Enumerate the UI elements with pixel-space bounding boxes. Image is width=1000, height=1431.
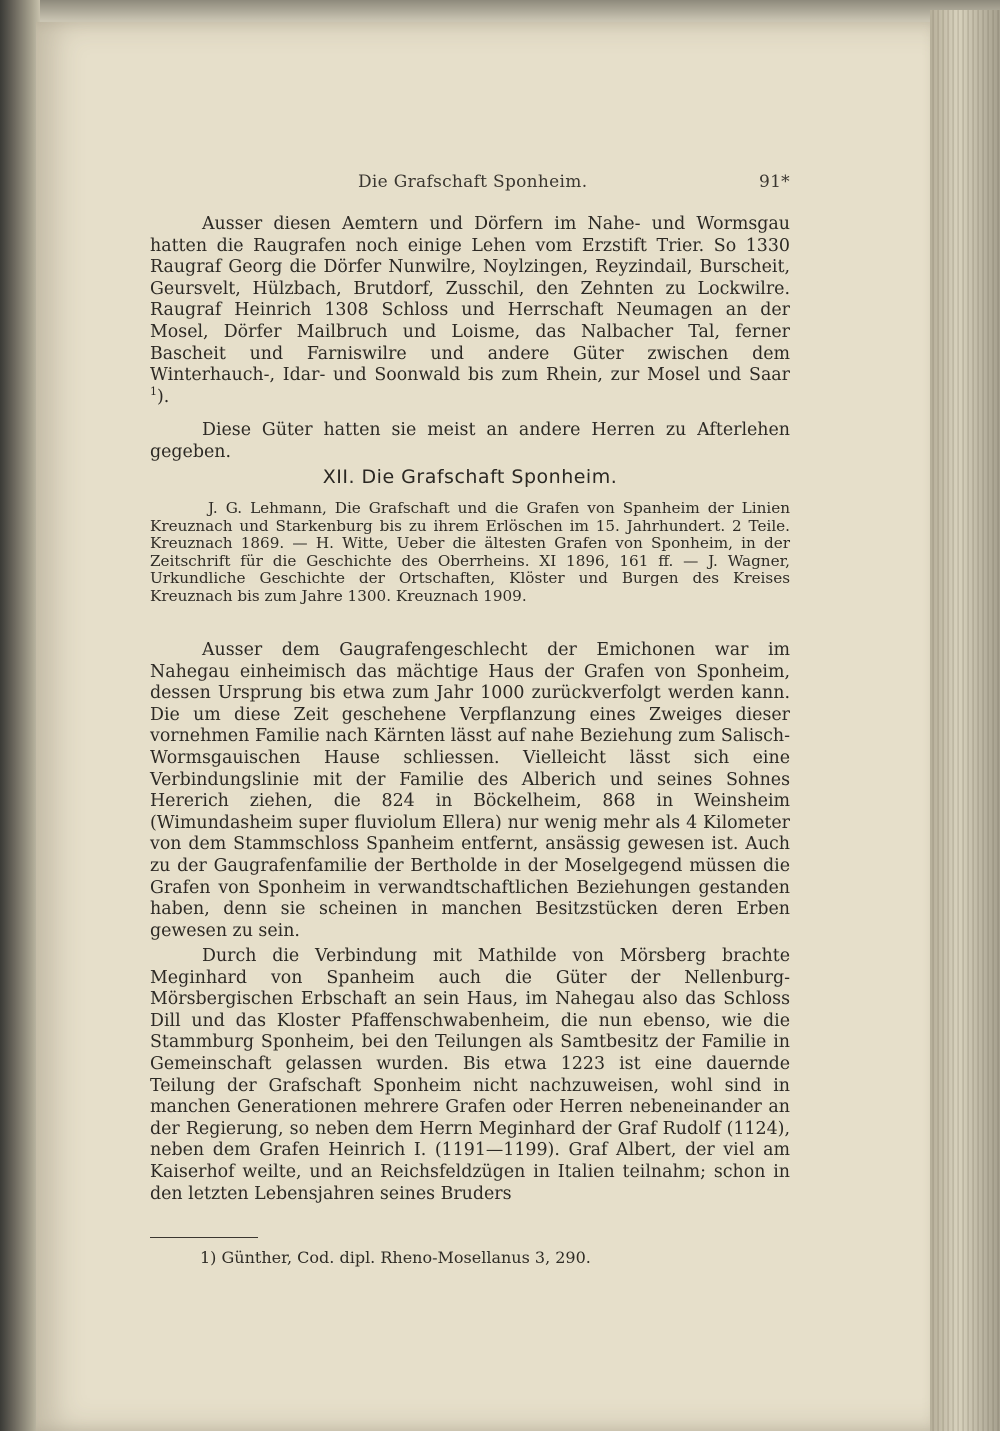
paragraph-afterlehen: Diese Güter hatten sie meist an andere Herren zu Afterlehen gegeben. — [150, 420, 790, 462]
book-spine-edge — [0, 0, 40, 1431]
page-stack-shade — [930, 10, 1000, 1431]
footnote-text: Günther, Cod. dipl. Rheno-Mosellanus 3, 290. — [221, 1248, 591, 1267]
section-heading: XII. Die Grafschaft Sponheim. — [322, 466, 618, 488]
page-number: 91* — [758, 172, 790, 192]
paragraph-aemter-end: ). — [157, 386, 170, 407]
footnote-mark: 1) — [200, 1248, 217, 1267]
bibliography-note: J. G. Lehmann, Die Grafschaft und die Grafen von Spanheim der Linien Kreuznach und Starkenburg bis zu ihrem Erlöschen im 15. Jahrhundert. 2 Teile. Kreuznach 1869. — H. Witte, Ueber die ältesten Grafen von Sponheim, in der Zeitschrift für die Geschichte des Oberrheins. XI 1896, 161 ff. — J. Wagner, Urkundliche Geschichte der Ortschaften, Klöster und Burgen des Kreises Kreuznach bis zum Jahre 1300. Kreuznach 1909. — [150, 499, 790, 605]
footnote-reference: 1 — [150, 384, 157, 398]
paragraph-aemter — [150, 214, 790, 408]
paragraph-aemter-text: Ausser diesen Aemtern und Dörfern im Nahe- und Wormsgau hatten die Raugrafen noch einige Lehen vom Erzstift Trier. So 1330 Raugraf Georg die Dörfer Nunwilre, Noylzingen, Reyzindail, Burscheit, Geursvelt, Hülzbach, Brutdorf, Zusschil, den Zehnten zu Lockwilre. Raugraf Heinrich 1308 Schloss und Herrschaft Neumagen an der Mosel, Dörfer Mailbruch und Loisme, das Nalbacher Tal, ferner Bascheit und Farniswilre und andere Güter zwischen dem Winterhauch-, Idar- und Soonwald bis zum Rhein, zur Mosel und Saar — [150, 214, 790, 386]
running-header — [150, 172, 790, 196]
running-title: Die Grafschaft Sponheim. — [358, 172, 588, 192]
paragraph-emichonen: Ausser dem Gaugrafengeschlecht der Emichonen war im Nahegau einheimisch das mächtige Haus der Grafen von Sponheim, dessen Ursprung bis etwa zum Jahr 1000 zurückverfolgt werden kann. Die um diese Zeit geschehene Verpflanzung eines Zweiges dieser vornehmen Familie nach Kärnten lässt auf nahe Beziehung zum Salisch-Wormsgauischen Hause schliessen. Vielleicht lässt sich eine Verbindungslinie mit der Familie des Alberich und seines Sohnes Hererich ziehen, die 824 in Böckelheim, 868 in Weinsheim (Wimundasheim super fluviolum Ellera) nur wenig mehr als 4 Kilometer von dem Stammschloss Spanheim entfernt, ansässig gewesen ist. Auch zu der Gaugrafenfamilie der Bertholde in der Moselgegend müssen die Grafen von Sponheim in verwandtschaftlichen Beziehungen gestanden haben, denn sie scheinen in manchen Besitzstücken deren Erben gewesen zu sein. — [150, 640, 790, 941]
paragraph-mathilde: Durch die Verbindung mit Mathilde von Mörsberg brachte Meginhard von Spanheim auch die Güter der Nellenburg-Mörsbergischen Erbschaft an sein Haus, im Nahegau also das Schloss Dill und das Kloster Pfaffenschwabenheim, die nun ebenso, wie die Stammburg Sponheim, bei den Teilungen als Samtbesitz der Familie in Gemeinschaft gelassen wurden. Bis etwa 1223 ist eine dauernde Teilung der Grafschaft Sponheim nicht nachzuweisen, wohl sind in manchen Generationen mehrere Grafen oder Herren nebeneinander an der Regierung, so neben dem Herrn Meginhard der Graf Rudolf (1124), neben dem Grafen Heinrich I. (1191—1199). Graf Albert, der viel am Kaiserhof weilte, und an Reichsfeldzügen in Italien teilnahm; schon in den letzten Lebensjahren seines Bruders — [150, 946, 790, 1204]
footnote — [200, 1248, 760, 1267]
footnote-divider — [150, 1237, 258, 1238]
